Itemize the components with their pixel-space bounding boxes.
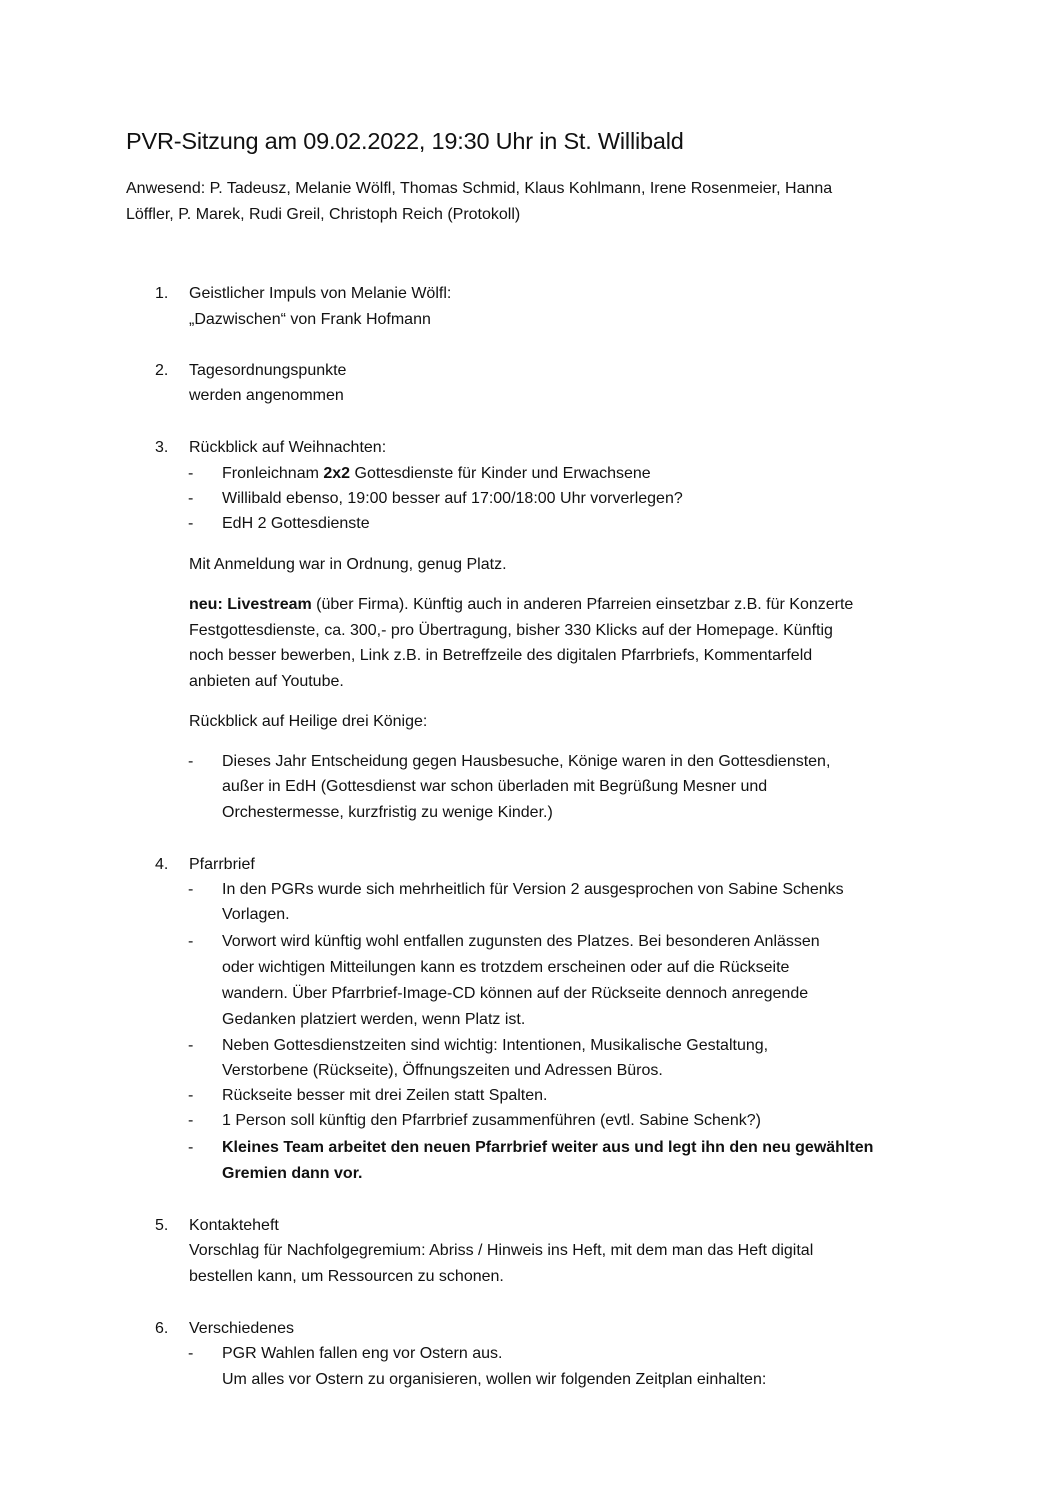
bullet-dash: - [188, 515, 194, 532]
bullet-text: Um alles vor Ostern zu organisieren, wollen wir folgenden Zeitplan einhalten: [222, 1371, 767, 1388]
bullet-text: außer in EdH (Gottesdienst war schon überladen mit Begrüßung Mesner und [222, 778, 768, 795]
bullet-dash: - [188, 490, 194, 507]
bullet-dash: - [188, 1139, 194, 1156]
paragraph-line: anbieten auf Youtube. [189, 673, 344, 690]
bullet-text: PGR Wahlen fallen eng vor Ostern aus. [222, 1345, 503, 1362]
bullet-text: Verstorbene (Rückseite), Öffnungszeiten und Adressen Büros. [222, 1062, 663, 1079]
paragraph-line: neu: Livestream (über Firma). Künftig auch in anderen Pfarreien einsetzbar z.B. für Konzerte [189, 596, 854, 613]
bullet-text: oder wichtigen Mitteilungen kann es trotzdem erscheinen oder auf die Rückseite [222, 959, 790, 976]
bullet-text: Rückseite besser mit drei Zeilen statt Spalten. [222, 1087, 548, 1104]
item-number: 5. [155, 1217, 169, 1234]
attendees-line: Löffler, P. Marek, Rudi Greil, Christoph Reich (Protokoll) [126, 206, 521, 223]
bullet-text: Willibald ebenso, 19:00 besser auf 17:00/18:00 Uhr vorverlegen? [222, 490, 683, 507]
attendees [126, 176, 926, 228]
paragraph: Mit Anmeldung war in Ordnung, genug Platz. [189, 556, 507, 573]
bullet-dash: - [188, 1087, 194, 1104]
item-number: 1. [155, 285, 169, 302]
bullet-text: In den PGRs wurde sich mehrheitlich für Version 2 ausgesprochen von Sabine Schenks [222, 881, 844, 898]
bullet-dash: - [188, 933, 194, 950]
bullet-text: Orchestermesse, kurzfristig zu wenige Kinder.) [222, 804, 553, 821]
bullet-text: Dieses Jahr Entscheidung gegen Hausbesuche, Könige waren in den Gottesdiensten, [222, 753, 831, 770]
paragraph-line: noch besser bewerben, Link z.B. in Betreffzeile des digitalen Pfarrbriefs, Kommentarfeld [189, 647, 813, 664]
bullet-text: Fronleichnam 2x2 Gottesdienste für Kinder und Erwachsene [222, 465, 651, 482]
item-heading: Tagesordnungspunkte [189, 362, 347, 379]
bullet-text: Vorwort wird künftig wohl entfallen zugunsten des Platzes. Bei besonderen Anlässen [222, 933, 820, 950]
paragraph: Rückblick auf Heilige drei Könige: [189, 713, 428, 730]
bullet-dash: - [188, 1037, 194, 1054]
paragraph-line: Festgottesdienste, ca. 300,- pro Übertragung, bisher 330 Klicks auf der Homepage. Künftig [189, 622, 833, 639]
bullet-text: Neben Gottesdienstzeiten sind wichtig: Intentionen, Musikalische Gestaltung, [222, 1037, 769, 1054]
item-text: Vorschlag für Nachfolgegremium: Abriss / Hinweis ins Heft, mit dem man das Heft digital [189, 1242, 814, 1259]
bullet-dash: - [188, 1345, 194, 1362]
item-heading: Rückblick auf Weihnachten: [189, 439, 387, 456]
item-text: „Dazwischen“ von Frank Hofmann [189, 311, 431, 328]
item-text: werden angenommen [189, 387, 344, 404]
bullet-dash: - [188, 465, 194, 482]
item-number: 4. [155, 856, 169, 873]
bullet-text: EdH 2 Gottesdienste [222, 515, 370, 532]
item-number: 6. [155, 1320, 169, 1337]
bullet-text: 1 Person soll künftig den Pfarrbrief zusammenführen (evtl. Sabine Schenk?) [222, 1112, 761, 1129]
item-text: bestellen kann, um Ressourcen zu schonen. [189, 1268, 504, 1285]
bullet-text: Gremien dann vor. [222, 1165, 363, 1182]
bullet-text: wandern. Über Pfarrbrief-Image-CD können auf der Rückseite dennoch anregende [222, 985, 809, 1002]
item-number: 3. [155, 439, 169, 456]
item-heading: Pfarrbrief [189, 856, 255, 873]
item-heading: Kontakteheft [189, 1217, 279, 1234]
bullet-dash: - [188, 881, 194, 898]
bullet-text: Vorlagen. [222, 906, 290, 923]
item-number: 2. [155, 362, 169, 379]
bullet-dash: - [188, 753, 194, 770]
attendees-line: Anwesend: P. Tadeusz, Melanie Wölfl, Thomas Schmid, Klaus Kohlmann, Irene Rosenmeier, Hanna [126, 180, 833, 197]
item-heading: Geistlicher Impuls von Melanie Wölfl: [189, 285, 452, 302]
bullet-text: Kleines Team arbeitet den neuen Pfarrbrief weiter aus und legt ihn den neu gewählten [222, 1139, 874, 1156]
page-title: PVR-Sitzung am 09.02.2022, 19:30 Uhr in St. Willibald [126, 128, 684, 154]
item-heading: Verschiedenes [189, 1320, 294, 1337]
bullet-dash: - [188, 1112, 194, 1129]
bullet-text: Gedanken platziert werden, wenn Platz ist. [222, 1011, 526, 1028]
